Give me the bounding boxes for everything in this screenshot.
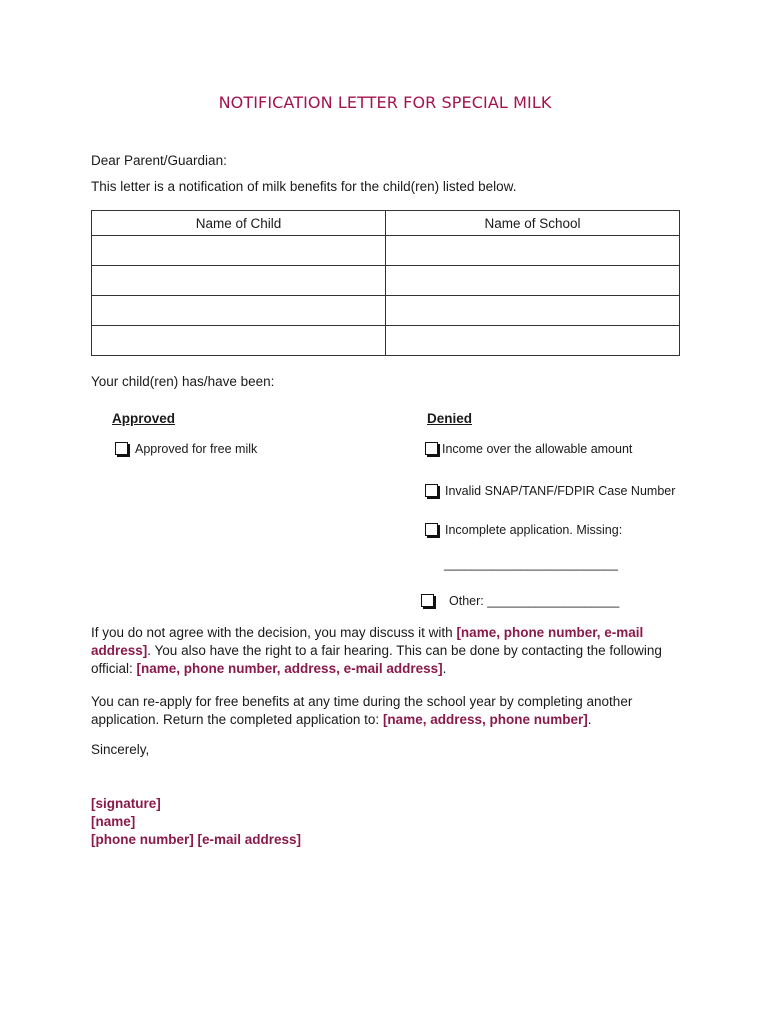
checkbox-icon[interactable] — [425, 484, 438, 497]
table-row — [92, 326, 680, 356]
contact-placeholder: [name, phone number, e-mail address] — [91, 625, 644, 658]
disagree-text: . — [442, 661, 447, 676]
status-intro: Your child(ren) has/have been: — [91, 374, 275, 389]
checkbox-icon[interactable] — [425, 442, 438, 455]
school-name-cell[interactable] — [386, 236, 680, 266]
option-label: Invalid SNAP/TANF/FDPIR Case Number — [445, 484, 676, 498]
option-label: Approved for free milk — [135, 442, 258, 456]
column-header-child: Name of Child — [92, 211, 386, 236]
table-row — [92, 296, 680, 326]
greeting: Dear Parent/Guardian: — [91, 153, 227, 168]
checkbox-icon[interactable] — [425, 523, 438, 536]
disagree-paragraph — [91, 624, 681, 678]
option-label: Income over the allowable amount — [442, 442, 633, 456]
closing: Sincerely, — [91, 742, 150, 757]
letter-title: NOTIFICATION LETTER FOR SPECIAL MILK — [218, 93, 552, 112]
school-name-cell[interactable] — [386, 296, 680, 326]
disagree-text: If you do not agree with the decision, you may discuss it with — [91, 625, 457, 640]
column-header-school: Name of School — [386, 211, 680, 236]
children-table — [91, 210, 680, 356]
denied-heading: Denied — [427, 411, 473, 426]
denied-other-option[interactable] — [421, 593, 619, 609]
school-name-cell[interactable] — [386, 266, 680, 296]
checkbox-icon[interactable] — [115, 442, 128, 455]
official-placeholder: [name, phone number, address, e-mail address] — [136, 661, 443, 676]
approved-heading: Approved — [112, 411, 176, 426]
reapply-paragraph — [91, 693, 671, 729]
option-label: Incomplete application. Missing: — [445, 523, 623, 537]
reapply-text: You can re-apply for free benefits at any time during the school year by completing another application. Return the completed application to: — [91, 694, 633, 727]
child-name-cell[interactable] — [92, 236, 386, 266]
school-name-cell[interactable] — [386, 326, 680, 356]
child-name-cell[interactable] — [92, 326, 386, 356]
disagree-text: . You also have the right to a fair hearing. This can be done by contacting the following official: — [91, 643, 662, 676]
table-header-row — [92, 211, 680, 236]
denied-incomplete-option[interactable] — [425, 522, 622, 538]
approved-free-milk-option[interactable] — [115, 441, 257, 457]
name-placeholder: [name] — [91, 814, 136, 829]
child-name-cell[interactable] — [92, 296, 386, 326]
intro-text: This letter is a notification of milk benefits for the child(ren) listed below. — [91, 179, 517, 194]
missing-items-line[interactable]: _________________________ — [444, 557, 618, 571]
denied-invalid-case-option[interactable] — [425, 483, 675, 499]
checkbox-icon[interactable] — [421, 594, 434, 607]
child-name-cell[interactable] — [92, 266, 386, 296]
return-address-placeholder: [name, address, phone number] — [382, 712, 588, 727]
denied-income-option[interactable] — [425, 441, 632, 457]
signature-placeholder: [signature] — [91, 796, 161, 811]
table-row — [92, 236, 680, 266]
option-label: Other: ___________________ — [449, 594, 620, 608]
reapply-text: . — [587, 712, 592, 727]
table-row — [92, 266, 680, 296]
contact-info-placeholder: [phone number] [e-mail address] — [91, 832, 302, 847]
